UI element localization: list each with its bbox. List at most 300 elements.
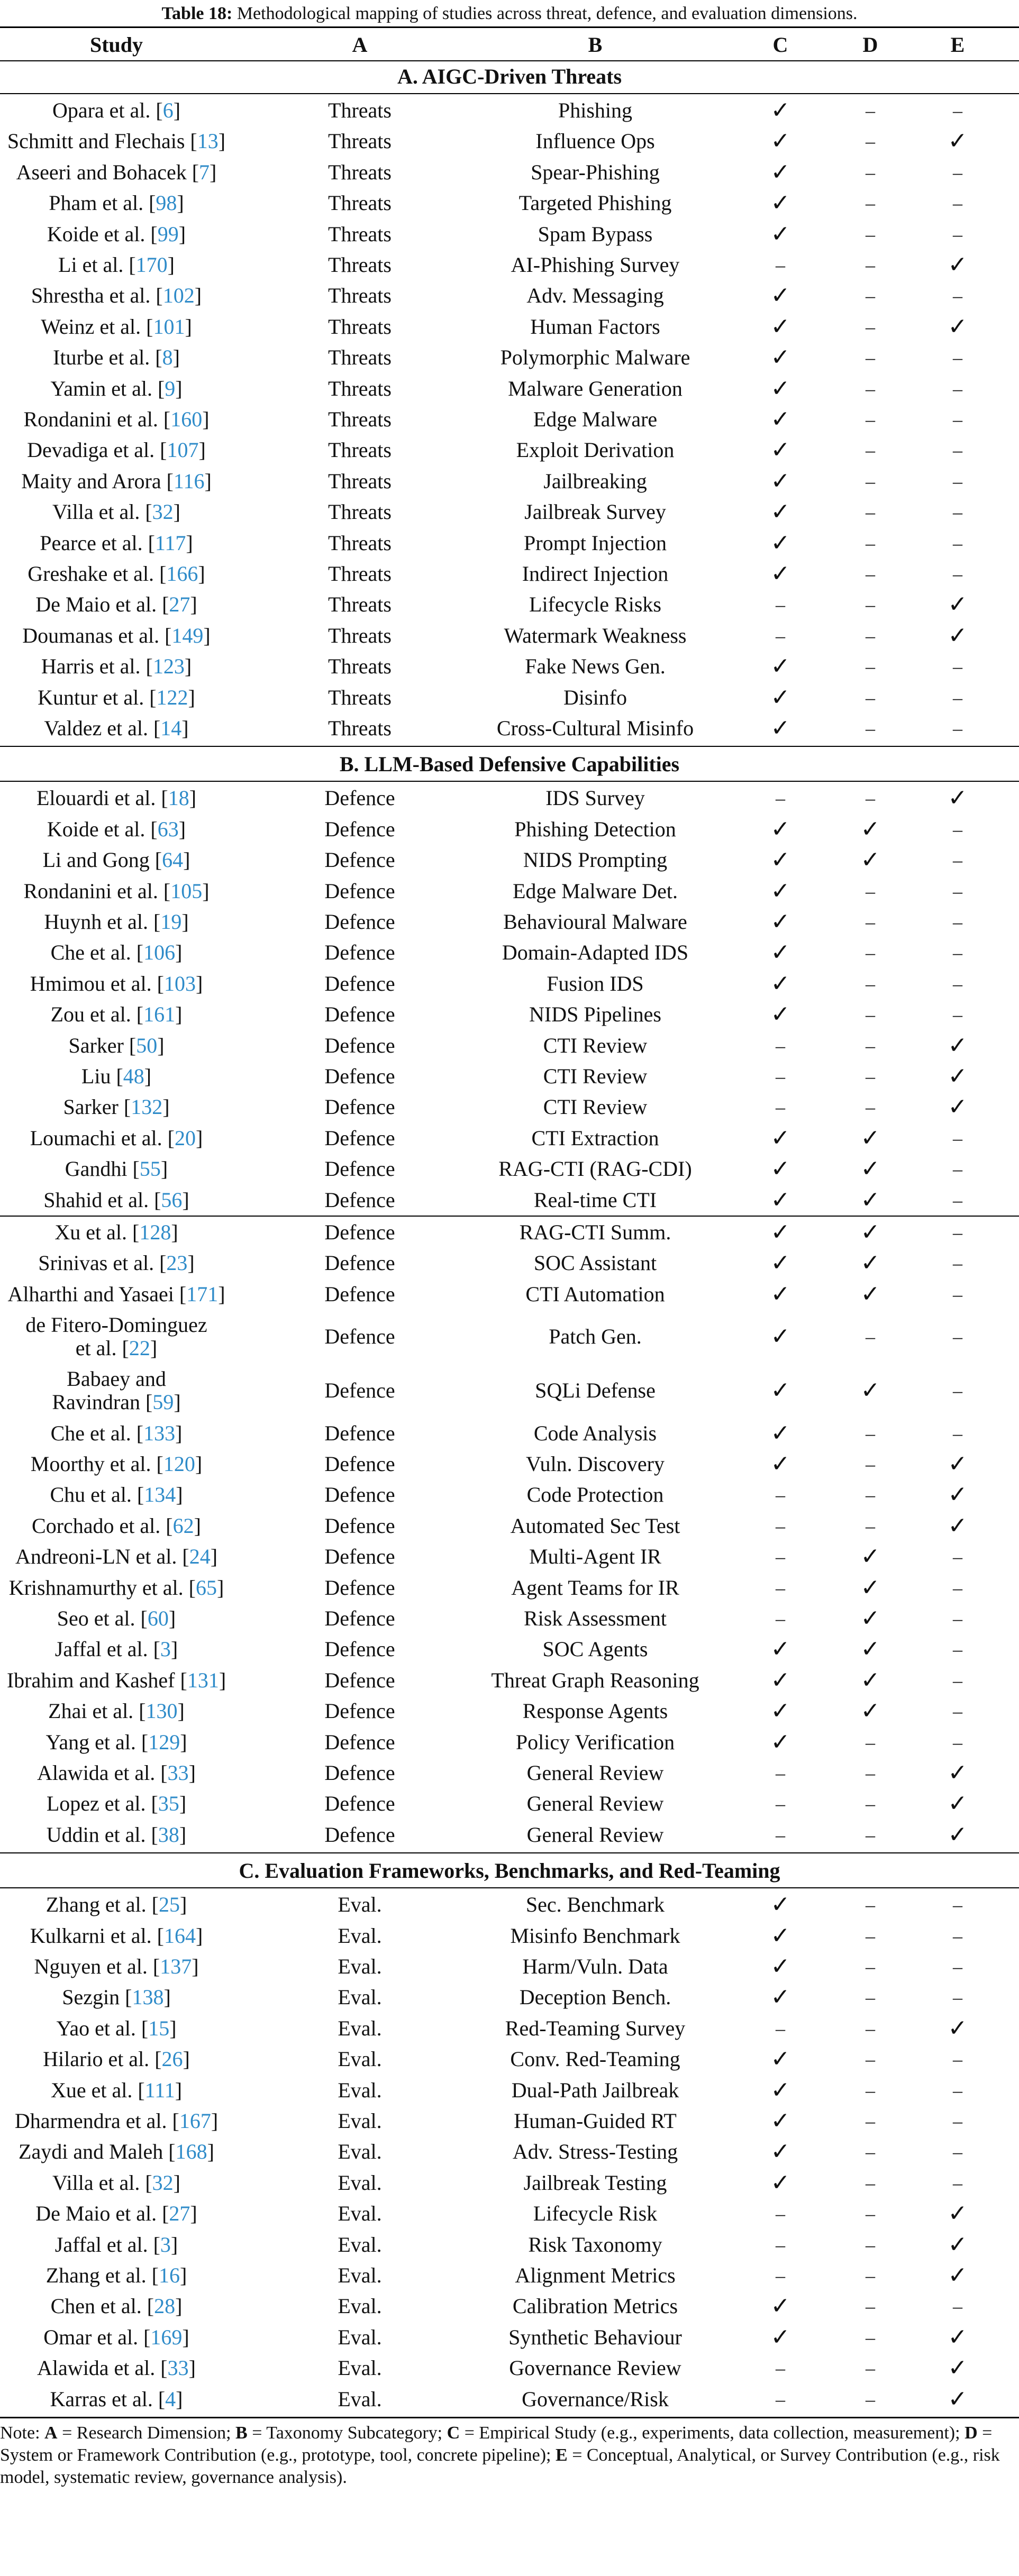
study-text: Iturbe et al. [8] bbox=[53, 345, 180, 370]
citation-link: 102 bbox=[162, 284, 195, 308]
study-text: Pearce et al. [117] bbox=[40, 531, 193, 555]
subcategory-cell: Exploit Derivation bbox=[516, 438, 675, 462]
subcategory-cell: Harm/Vuln. Data bbox=[522, 1954, 668, 1978]
dash-mark-c: – bbox=[776, 1824, 785, 1846]
citation-link: 123 bbox=[152, 654, 185, 679]
table-row bbox=[0, 373, 1019, 404]
study-text: Gandhi [55] bbox=[65, 1157, 168, 1181]
table-row bbox=[0, 2168, 1019, 2198]
table-row bbox=[0, 1061, 1019, 1092]
dimension-cell: Defence bbox=[324, 1378, 395, 1403]
study-text: Chu et al. [134] bbox=[50, 1483, 183, 1507]
dash-mark-d: – bbox=[866, 1762, 875, 1784]
citation-link: 103 bbox=[163, 971, 196, 995]
dash-mark-d: – bbox=[866, 1035, 875, 1056]
table-row bbox=[0, 1820, 1019, 1850]
dimension-cell: Defence bbox=[324, 1002, 395, 1027]
dash-mark-c: – bbox=[776, 1793, 785, 1815]
study-cell bbox=[0, 528, 233, 559]
study-name: Maity and Arora bbox=[21, 469, 161, 493]
dash-mark-c: – bbox=[776, 2017, 785, 2039]
study-text: Pham et al. [98] bbox=[49, 191, 184, 215]
dash-mark-d: – bbox=[866, 2388, 875, 2410]
citation-link: 129 bbox=[148, 1730, 180, 1754]
study-text: Sarker [132] bbox=[63, 1095, 170, 1119]
subcategory-cell: SOC Agents bbox=[542, 1637, 648, 1661]
check-mark-icon-e: ✓ bbox=[948, 2231, 968, 2258]
citation-link: 130 bbox=[145, 1699, 178, 1723]
subcategory-cell: Policy Verification bbox=[515, 1730, 675, 1754]
dash-mark-d: – bbox=[866, 2079, 875, 2101]
study-name: Alawida et al. bbox=[37, 1761, 156, 1785]
table-row bbox=[0, 1030, 1019, 1061]
study-text: Karras et al. [4] bbox=[50, 2387, 183, 2411]
study-name: Doumanas et al. bbox=[22, 623, 160, 647]
dimension-cell: Threats bbox=[328, 376, 392, 400]
study-cell bbox=[0, 1279, 233, 1310]
study-name: Pham et al. bbox=[49, 191, 144, 215]
dimension-cell: Eval. bbox=[338, 2232, 382, 2257]
study-name: Lopez et al. bbox=[46, 1792, 146, 1816]
check-mark-icon-c: ✓ bbox=[770, 715, 790, 742]
subcategory-cell: Conv. Red-Teaming bbox=[510, 2047, 680, 2071]
section-end-rule bbox=[0, 2417, 1019, 2418]
check-mark-icon-d: ✓ bbox=[860, 1280, 880, 1308]
check-mark-icon-e: ✓ bbox=[948, 2200, 968, 2227]
study-text: Chen et al. [28] bbox=[50, 2294, 183, 2318]
study-cell bbox=[0, 373, 233, 404]
study-cell bbox=[0, 589, 233, 620]
check-mark-icon-c: ✓ bbox=[770, 908, 790, 935]
dash-mark-d: – bbox=[866, 2296, 875, 2317]
dimension-cell: Defence bbox=[324, 1064, 395, 1088]
check-mark-icon-c: ✓ bbox=[770, 467, 790, 495]
check-mark-icon-c: ✓ bbox=[770, 1377, 790, 1404]
citation-link: 15 bbox=[148, 2016, 170, 2040]
table-row bbox=[0, 814, 1019, 845]
study-text: Lopez et al. [35] bbox=[46, 1792, 187, 1816]
table-row bbox=[0, 1665, 1019, 1696]
study-text: Xu et al. [128] bbox=[54, 1220, 178, 1244]
subcategory-cell: Phishing Detection bbox=[514, 817, 676, 841]
dash-mark-d: – bbox=[866, 161, 875, 183]
study-name: Andreoni-LN et al. bbox=[15, 1545, 177, 1569]
subcategory-cell: Indirect Injection bbox=[522, 562, 669, 586]
dash-mark-c: – bbox=[776, 254, 785, 276]
citation-link: 138 bbox=[132, 1985, 164, 2009]
study-name: Shrestha et al. bbox=[31, 284, 151, 308]
dimension-cell: Eval. bbox=[338, 1985, 382, 2009]
study-text: Koide et al. [99] bbox=[47, 222, 186, 246]
dash-mark-e: – bbox=[953, 1253, 962, 1274]
subcategory-cell: Disinfo bbox=[563, 685, 627, 709]
top-rule bbox=[0, 26, 1019, 28]
subcategory-cell: Synthetic Behaviour bbox=[508, 2325, 682, 2349]
note-text: = Taxonomy Subcategory; bbox=[247, 2423, 447, 2443]
check-mark-icon-d: ✓ bbox=[860, 1605, 880, 1632]
study-name: Jaffal et al. bbox=[54, 1637, 148, 1661]
study-name: Kuntur et al. bbox=[38, 685, 144, 709]
subcategory-cell: Agent Teams for IR bbox=[511, 1575, 679, 1600]
dimension-cell: Defence bbox=[324, 1095, 395, 1119]
study-cell bbox=[0, 1889, 233, 1920]
check-mark-icon-d: ✓ bbox=[860, 1219, 880, 1246]
study-cell bbox=[0, 620, 233, 651]
study-text: Andreoni-LN et al. [24] bbox=[15, 1545, 218, 1569]
subcategory-cell: Lifecycle Risk bbox=[533, 2202, 658, 2226]
study-name: Yang et al. bbox=[46, 1730, 136, 1754]
dimension-cell: Threats bbox=[328, 592, 392, 617]
dash-mark-d: – bbox=[866, 2017, 875, 2039]
subcategory-cell: Risk Assessment bbox=[523, 1606, 667, 1630]
dimension-cell: Defence bbox=[324, 1606, 395, 1630]
column-header-a: A bbox=[352, 33, 368, 57]
subcategory-cell: Threat Graph Reasoning bbox=[491, 1668, 699, 1692]
check-mark-icon-c: ✓ bbox=[770, 1155, 790, 1183]
dash-mark-d: – bbox=[866, 1004, 875, 1026]
check-mark-icon-d: ✓ bbox=[860, 1155, 880, 1183]
check-mark-icon-c: ✓ bbox=[770, 1953, 790, 1980]
study-cell bbox=[0, 342, 233, 373]
check-mark-icon-c: ✓ bbox=[770, 846, 790, 874]
citation-link: 160 bbox=[170, 407, 203, 431]
section-end-rule bbox=[0, 746, 1019, 747]
check-mark-icon-c: ✓ bbox=[770, 1323, 790, 1350]
dash-mark-e: – bbox=[953, 849, 962, 871]
dimension-cell: Eval. bbox=[338, 2356, 382, 2380]
table-row bbox=[0, 937, 1019, 968]
dash-mark-c: – bbox=[776, 2388, 785, 2410]
dimension-cell: Defence bbox=[324, 1324, 395, 1349]
dash-mark-e: – bbox=[953, 378, 962, 399]
check-mark-icon-e: ✓ bbox=[948, 591, 968, 618]
citation-link: 106 bbox=[143, 940, 176, 965]
check-mark-icon-c: ✓ bbox=[770, 2292, 790, 2320]
subcategory-cell: Risk Taxonomy bbox=[528, 2232, 662, 2257]
study-cell bbox=[0, 1982, 233, 2013]
study-name: De Maio et al. bbox=[35, 2202, 157, 2226]
dimension-cell: Eval. bbox=[338, 2325, 382, 2349]
check-mark-icon-d: ✓ bbox=[860, 1186, 880, 1213]
citation-link: 122 bbox=[156, 685, 188, 709]
subcategory-cell: Domain-Adapted IDS bbox=[502, 940, 689, 965]
note-key: B bbox=[235, 2423, 248, 2443]
citation-link: 62 bbox=[172, 1513, 194, 1538]
citation-link: 120 bbox=[163, 1452, 195, 1476]
study-cell bbox=[0, 1727, 233, 1758]
subcategory-cell: Alignment Metrics bbox=[515, 2263, 676, 2287]
check-mark-icon-c: ✓ bbox=[770, 560, 790, 587]
study-name: Jaffal et al. bbox=[54, 2232, 148, 2257]
table-row bbox=[0, 620, 1019, 651]
subcategory-cell: Fusion IDS bbox=[547, 971, 644, 995]
citation-link: 65 bbox=[195, 1575, 217, 1600]
dash-mark-d: – bbox=[866, 2172, 875, 2194]
study-name-line2: Ravindran [59] bbox=[52, 1390, 181, 1414]
study-name: Hilario et al. bbox=[43, 2047, 150, 2071]
study-cell bbox=[0, 713, 233, 744]
dimension-cell: Threats bbox=[328, 716, 392, 740]
check-mark-icon-c: ✓ bbox=[770, 2045, 790, 2073]
dimension-cell: Threats bbox=[328, 253, 392, 277]
check-mark-icon-e: ✓ bbox=[948, 2014, 968, 2042]
subcategory-cell: Response Agents bbox=[522, 1699, 668, 1723]
study-text: Dharmendra et al. [167] bbox=[14, 2109, 219, 2133]
dash-mark-d: – bbox=[866, 532, 875, 554]
check-mark-icon-e: ✓ bbox=[948, 2323, 968, 2351]
dash-mark-d: – bbox=[866, 2234, 875, 2255]
study-text: Rondanini et al. [105] bbox=[23, 879, 210, 903]
study-text: Yamin et al. [9] bbox=[50, 376, 183, 400]
study-cell bbox=[0, 2013, 233, 2044]
study-text: Aseeri and Bohacek [7] bbox=[16, 160, 217, 184]
table-row bbox=[0, 589, 1019, 620]
table-row bbox=[0, 219, 1019, 250]
note-text: = Conceptual, Analytical, or Survey Contribution (e.g., risk model, systematic review, governance analysis). bbox=[0, 2445, 1000, 2487]
dash-mark-c: – bbox=[776, 1484, 785, 1506]
citation-link: 6 bbox=[162, 98, 174, 122]
subcategory-cell: General Review bbox=[526, 1792, 664, 1816]
check-mark-icon-c: ✓ bbox=[770, 2323, 790, 2351]
dash-mark-e: – bbox=[953, 1669, 962, 1691]
column-header-d: D bbox=[862, 33, 878, 57]
table-row bbox=[0, 1185, 1019, 1216]
study-text: Alharthi and Yasaei [171] bbox=[7, 1282, 225, 1306]
subcategory-cell: Code Protection bbox=[526, 1483, 664, 1507]
study-text: Opara et al. [6] bbox=[52, 98, 181, 122]
table-row bbox=[0, 2013, 1019, 2044]
dimension-cell: Defence bbox=[324, 1483, 395, 1507]
table-row bbox=[0, 1418, 1019, 1449]
table-row bbox=[0, 497, 1019, 527]
citation-link: 133 bbox=[143, 1421, 176, 1445]
study-text: Zaydi and Maleh [168] bbox=[19, 2140, 214, 2164]
study-text: Ibrahim and Kashef [131] bbox=[6, 1668, 226, 1692]
study-name: Xue et al. bbox=[50, 2078, 133, 2102]
subcategory-cell: Jailbreak Survey bbox=[524, 500, 666, 524]
subcategory-cell: Edge Malware Det. bbox=[512, 879, 678, 903]
study-name: Opara et al. bbox=[52, 98, 151, 122]
study-cell bbox=[0, 280, 233, 311]
subcategory-cell: Fake News Gen. bbox=[525, 654, 666, 679]
study-cell bbox=[0, 1541, 233, 1572]
study-text: De Maio et al. [27] bbox=[35, 592, 197, 617]
citation-link: 167 bbox=[179, 2109, 211, 2133]
study-text: Xue et al. [111] bbox=[50, 2078, 183, 2102]
study-name: Elouardi et al. bbox=[36, 786, 156, 810]
note-text: = System or Framework Contribution (e.g., prototype, tool, concrete pipeline); bbox=[0, 2423, 993, 2465]
study-text: Che et al. [133] bbox=[50, 1421, 183, 1445]
check-mark-icon-d: ✓ bbox=[860, 1636, 880, 1663]
subcategory-cell: Polymorphic Malware bbox=[500, 345, 690, 370]
study-name: Zaydi and Maleh bbox=[19, 2140, 163, 2164]
citation-link: 27 bbox=[169, 2202, 190, 2226]
dimension-cell: Threats bbox=[328, 314, 392, 339]
check-mark-icon-c: ✓ bbox=[770, 1984, 790, 2011]
citation-link: 117 bbox=[154, 531, 186, 555]
dash-mark-e: – bbox=[953, 1127, 962, 1149]
dash-mark-d: – bbox=[866, 409, 875, 430]
table-row bbox=[0, 2353, 1019, 2383]
dash-mark-d: – bbox=[866, 1515, 875, 1537]
study-name: Pearce et al. bbox=[40, 531, 143, 555]
citation-link: 48 bbox=[123, 1064, 144, 1088]
study-cell bbox=[0, 2291, 233, 2322]
table-row bbox=[0, 2260, 1019, 2291]
study-cell bbox=[0, 2075, 233, 2106]
dash-mark-d: – bbox=[866, 625, 875, 646]
study-cell bbox=[0, 907, 233, 937]
dimension-cell: Threats bbox=[328, 98, 392, 122]
study-name: De Maio et al. bbox=[35, 592, 157, 617]
dash-mark-e: – bbox=[953, 2296, 962, 2317]
citation-link: 131 bbox=[187, 1668, 219, 1692]
section-rule bbox=[0, 93, 1019, 94]
dash-mark-d: – bbox=[866, 1987, 875, 2008]
subcategory-cell: Patch Gen. bbox=[549, 1324, 642, 1349]
check-mark-icon-c: ✓ bbox=[770, 282, 790, 309]
subcategory-cell: Spear-Phishing bbox=[531, 160, 660, 184]
check-mark-icon-c: ✓ bbox=[770, 1891, 790, 1919]
study-name: Xu et al. bbox=[54, 1220, 127, 1244]
dimension-cell: Defence bbox=[324, 1251, 395, 1275]
study-text: Huynh et al. [19] bbox=[44, 910, 189, 934]
study-cell bbox=[0, 1418, 233, 1449]
dimension-cell: Defence bbox=[324, 1033, 395, 1057]
study-name: Huynh et al. bbox=[44, 910, 148, 934]
study-name: Seo et al. bbox=[57, 1606, 135, 1630]
note-key: C bbox=[447, 2423, 460, 2443]
study-name: Iturbe et al. bbox=[53, 345, 150, 370]
dash-mark-e: – bbox=[953, 687, 962, 708]
table-row bbox=[0, 126, 1019, 157]
dimension-cell: Defence bbox=[324, 1545, 395, 1569]
dash-mark-c: – bbox=[776, 1097, 785, 1118]
study-cell bbox=[0, 876, 233, 907]
dash-mark-d: – bbox=[866, 1454, 875, 1475]
citation-link: 38 bbox=[158, 1822, 179, 1847]
dash-mark-c: – bbox=[776, 625, 785, 646]
check-mark-icon-e: ✓ bbox=[948, 2262, 968, 2289]
dimension-cell: Threats bbox=[328, 407, 392, 431]
study-name: Aseeri and Bohacek bbox=[16, 160, 187, 184]
dimension-cell: Eval. bbox=[338, 2170, 382, 2195]
check-mark-icon-c: ✓ bbox=[770, 1419, 790, 1447]
check-mark-icon-d: ✓ bbox=[860, 1249, 880, 1277]
dash-mark-d: – bbox=[866, 223, 875, 245]
study-name: Villa et al. bbox=[52, 2170, 140, 2195]
study-name: Yao et al. bbox=[56, 2016, 136, 2040]
study-name: Babaey and bbox=[67, 1367, 166, 1391]
citation-link: 24 bbox=[189, 1545, 211, 1569]
dash-mark-e: – bbox=[953, 563, 962, 584]
check-mark-icon-e: ✓ bbox=[948, 622, 968, 649]
table-row bbox=[0, 1758, 1019, 1788]
table-row bbox=[0, 783, 1019, 814]
dash-mark-e: – bbox=[953, 2049, 962, 2070]
dimension-cell: Threats bbox=[328, 654, 392, 679]
table-row bbox=[0, 907, 1019, 937]
study-name: Che et al. bbox=[50, 1421, 131, 1445]
dash-mark-d: – bbox=[866, 501, 875, 523]
table-row bbox=[0, 1982, 1019, 2013]
study-text: Sarker [50] bbox=[68, 1033, 165, 1057]
table-row bbox=[0, 1092, 1019, 1122]
study-text: Srinivas et al. [23] bbox=[38, 1251, 195, 1275]
citation-link: 9 bbox=[165, 376, 176, 400]
study-name: Uddin et al. bbox=[46, 1822, 146, 1847]
check-mark-icon-c: ✓ bbox=[770, 344, 790, 371]
subcategory-cell: Automated Sec Test bbox=[510, 1513, 680, 1538]
note-prefix: Note: bbox=[0, 2423, 45, 2443]
study-text: Jaffal et al. [3] bbox=[54, 1637, 178, 1661]
dimension-cell: Threats bbox=[328, 531, 392, 555]
check-mark-icon-e: ✓ bbox=[948, 127, 968, 155]
citation-link: 3 bbox=[160, 1637, 171, 1661]
subcategory-cell: Human-Guided RT bbox=[514, 2109, 677, 2133]
check-mark-icon-e: ✓ bbox=[948, 1450, 968, 1477]
table-row bbox=[0, 1634, 1019, 1665]
study-name: Ibrahim and Kashef bbox=[6, 1668, 175, 1692]
subcategory-cell: Targeted Phishing bbox=[518, 191, 672, 215]
table-row bbox=[0, 1889, 1019, 1920]
citation-link: 168 bbox=[175, 2140, 207, 2164]
dimension-cell: Threats bbox=[328, 500, 392, 524]
subcategory-cell: General Review bbox=[526, 1822, 664, 1847]
dash-mark-c: – bbox=[776, 1546, 785, 1568]
citation-link: 107 bbox=[167, 438, 199, 462]
check-mark-icon-c: ✓ bbox=[770, 1450, 790, 1477]
study-text: Zhai et al. [130] bbox=[48, 1699, 185, 1723]
note-key: D bbox=[965, 2423, 978, 2443]
table-row bbox=[0, 876, 1019, 907]
subcategory-cell: Vuln. Discovery bbox=[526, 1452, 665, 1476]
check-mark-icon-c: ✓ bbox=[770, 374, 790, 402]
dimension-cell: Defence bbox=[324, 971, 395, 995]
check-mark-icon-e: ✓ bbox=[948, 1821, 968, 1848]
dimension-cell: Threats bbox=[328, 562, 392, 586]
study-text: Maity and Arora [116] bbox=[21, 469, 212, 493]
study-cell bbox=[0, 2106, 233, 2136]
dash-mark-d: – bbox=[866, 1956, 875, 1977]
citation-link: 56 bbox=[161, 1187, 183, 1212]
table-row bbox=[0, 342, 1019, 373]
dimension-cell: Defence bbox=[324, 786, 395, 810]
table-row bbox=[0, 2384, 1019, 2415]
citation-link: 13 bbox=[197, 129, 219, 153]
study-cell bbox=[0, 2230, 233, 2260]
check-mark-icon-e: ✓ bbox=[948, 313, 968, 340]
study-cell bbox=[0, 1364, 233, 1418]
check-mark-icon-d: ✓ bbox=[860, 846, 880, 874]
check-mark-icon-c: ✓ bbox=[770, 189, 790, 217]
dash-mark-d: – bbox=[866, 2326, 875, 2348]
check-mark-icon-c: ✓ bbox=[770, 2076, 790, 2104]
citation-link: 23 bbox=[166, 1251, 188, 1275]
table-row bbox=[0, 1603, 1019, 1634]
dash-mark-c: – bbox=[776, 788, 785, 809]
study-cell bbox=[0, 2198, 233, 2229]
dash-mark-e: – bbox=[953, 1608, 962, 1629]
check-mark-icon-c: ✓ bbox=[770, 2138, 790, 2166]
section-rule bbox=[0, 1887, 1019, 1888]
subcategory-cell: Real-time CTI bbox=[533, 1187, 657, 1212]
dash-mark-d: – bbox=[866, 2265, 875, 2286]
study-cell bbox=[0, 1061, 233, 1092]
table-row bbox=[0, 1279, 1019, 1310]
subcategory-cell: Misinfo Benchmark bbox=[510, 1923, 680, 1948]
study-text: Yao et al. [15] bbox=[56, 2016, 177, 2040]
